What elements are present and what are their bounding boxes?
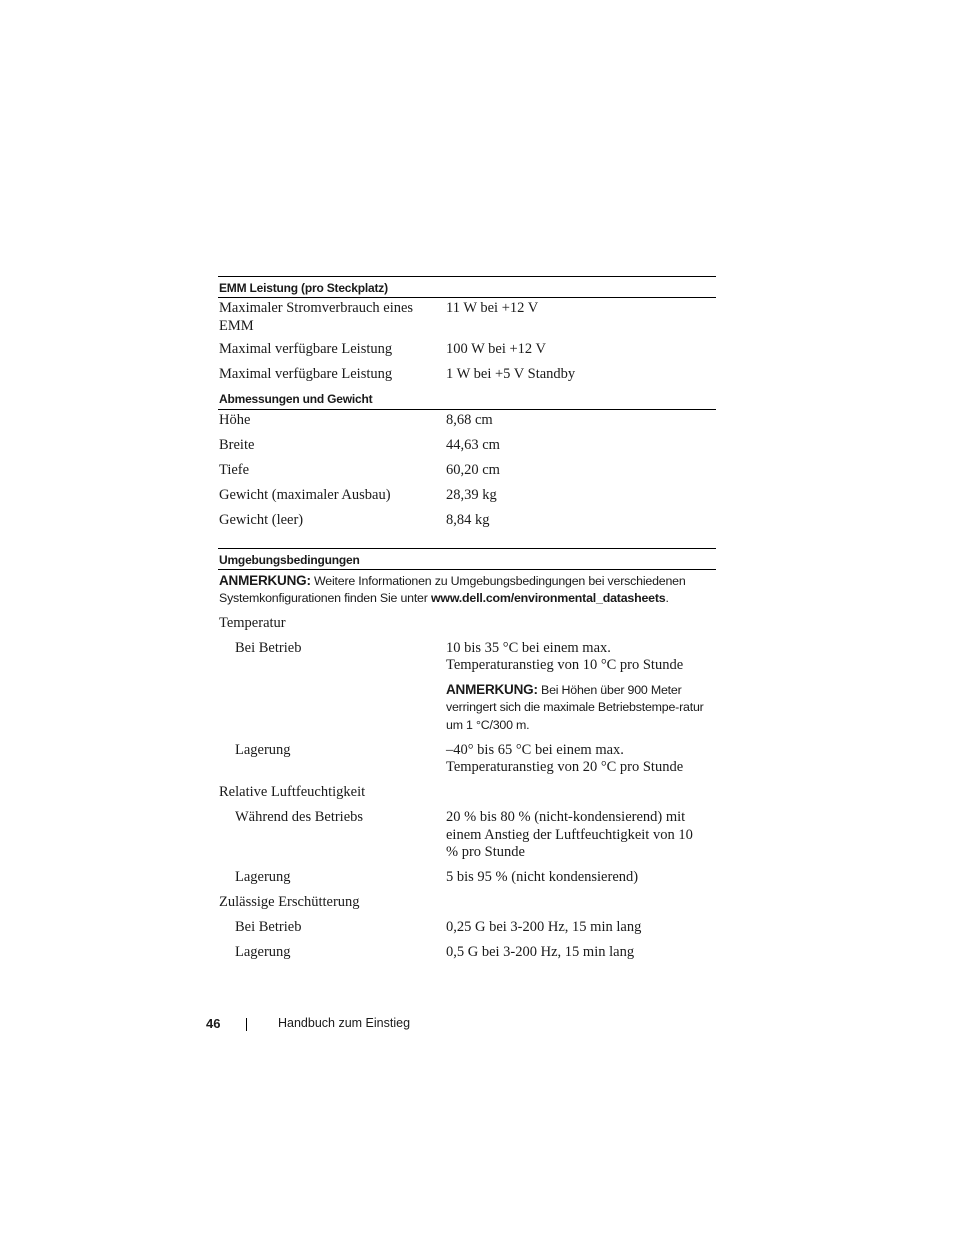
row-label: Breite (219, 437, 255, 453)
table-row (218, 869, 716, 894)
environment-note (218, 570, 716, 614)
temperature-note (446, 681, 708, 735)
table-row (218, 487, 716, 512)
row-value: –40° bis 65 °C bei einem max. Temperaturanstieg von 20 °C pro Stunde (446, 741, 684, 775)
table-row (218, 412, 716, 437)
table-row (218, 341, 716, 366)
row-label: Lagerung (235, 741, 291, 758)
table-row (218, 300, 716, 341)
section-heading-environment: Umgebungsbedingungen (218, 548, 716, 570)
row-value: 8,84 kg (446, 512, 490, 528)
row-value: 60,20 cm (446, 462, 500, 478)
footer-title: Handbuch zum Einstieg (278, 1016, 411, 1030)
row-value: 0,25 G bei 3-200 Hz, 15 min lang (446, 918, 642, 935)
row-value: 0,5 G bei 3-200 Hz, 15 min lang (446, 943, 635, 960)
row-label: Höhe (219, 412, 251, 428)
table-row (218, 809, 716, 869)
table-row (218, 437, 716, 462)
row-value: 11 W bei +12 V (446, 300, 539, 316)
note-end: . (665, 591, 669, 605)
environment-rows (218, 614, 716, 962)
row-label-humidity: Relative Luftfeuchtigkeit (219, 784, 366, 800)
footer-divider (246, 1018, 247, 1031)
table-row (218, 512, 716, 548)
row-value: 5 bis 95 % (nicht kondensierend) (446, 869, 639, 885)
row-value: 44,63 cm (446, 437, 500, 453)
row-label: Bei Betrieb (235, 639, 302, 656)
section-heading-dimensions: Abmessungen und Gewicht (218, 388, 716, 410)
row-value: 20 % bis 80 % (nicht-kondensierend) mit einem Anstieg der Luftfeuchtigkeit von 10 % pro Stunde (446, 809, 693, 860)
row-label: Bei Betrieb (235, 918, 302, 935)
row-label: Maximal verfügbare Leistung (219, 365, 393, 382)
row-label: Gewicht (maximaler Ausbau) (219, 487, 391, 503)
note-text: Weitere Informationen zu Umgebungsbedingungen bei verschiedenen Systemkonfigurationen finden Sie unter (219, 573, 686, 605)
row-label-vibration: Zulässige Erschütterung (219, 893, 360, 910)
table-row (218, 366, 716, 389)
row-label-temperature: Temperatur (219, 614, 286, 631)
dimension-rows (218, 410, 716, 548)
row-value: 28,39 kg (446, 487, 497, 503)
row-value: 1 W bei +5 V Standby (446, 365, 576, 382)
table-row (218, 462, 716, 487)
row-label: Maximaler Stromverbrauch eines EMM (219, 300, 414, 334)
table-row (218, 919, 716, 944)
table-row (218, 944, 716, 962)
note-label: ANMERKUNG: (219, 572, 311, 588)
row-value: 100 W bei +12 V (446, 341, 547, 357)
note-text: Bei Höhen über 900 Meter verringert sich die maximale Betriebstempe-ratur um 1 °C/300 m. (446, 682, 704, 732)
row-value: 10 bis 35 °C bei einem max. Temperaturanstieg von 10 °C pro Stunde (446, 639, 684, 673)
table-row (218, 784, 716, 809)
section-heading-emm: EMM Leistung (pro Steckplatz) (218, 276, 716, 298)
row-label: Lagerung (235, 943, 291, 960)
row-value: 8,68 cm (446, 412, 493, 428)
row-label: Während des Betriebs (235, 809, 364, 825)
row-label: Maximal verfügbare Leistung (219, 341, 393, 357)
row-label: Lagerung (235, 869, 291, 885)
table-row (218, 640, 716, 742)
row-label: Gewicht (leer) (219, 512, 304, 528)
table-row (218, 742, 716, 785)
datasheet-link[interactable]: www.dell.com/environmental_datasheets (430, 591, 666, 605)
table-row (218, 615, 716, 640)
spec-table (218, 276, 716, 961)
page-number: 46 (206, 1016, 221, 1031)
emm-rows (218, 298, 716, 388)
row-label: Tiefe (219, 462, 250, 478)
note-label: ANMERKUNG: (446, 681, 538, 697)
table-row (218, 894, 716, 919)
